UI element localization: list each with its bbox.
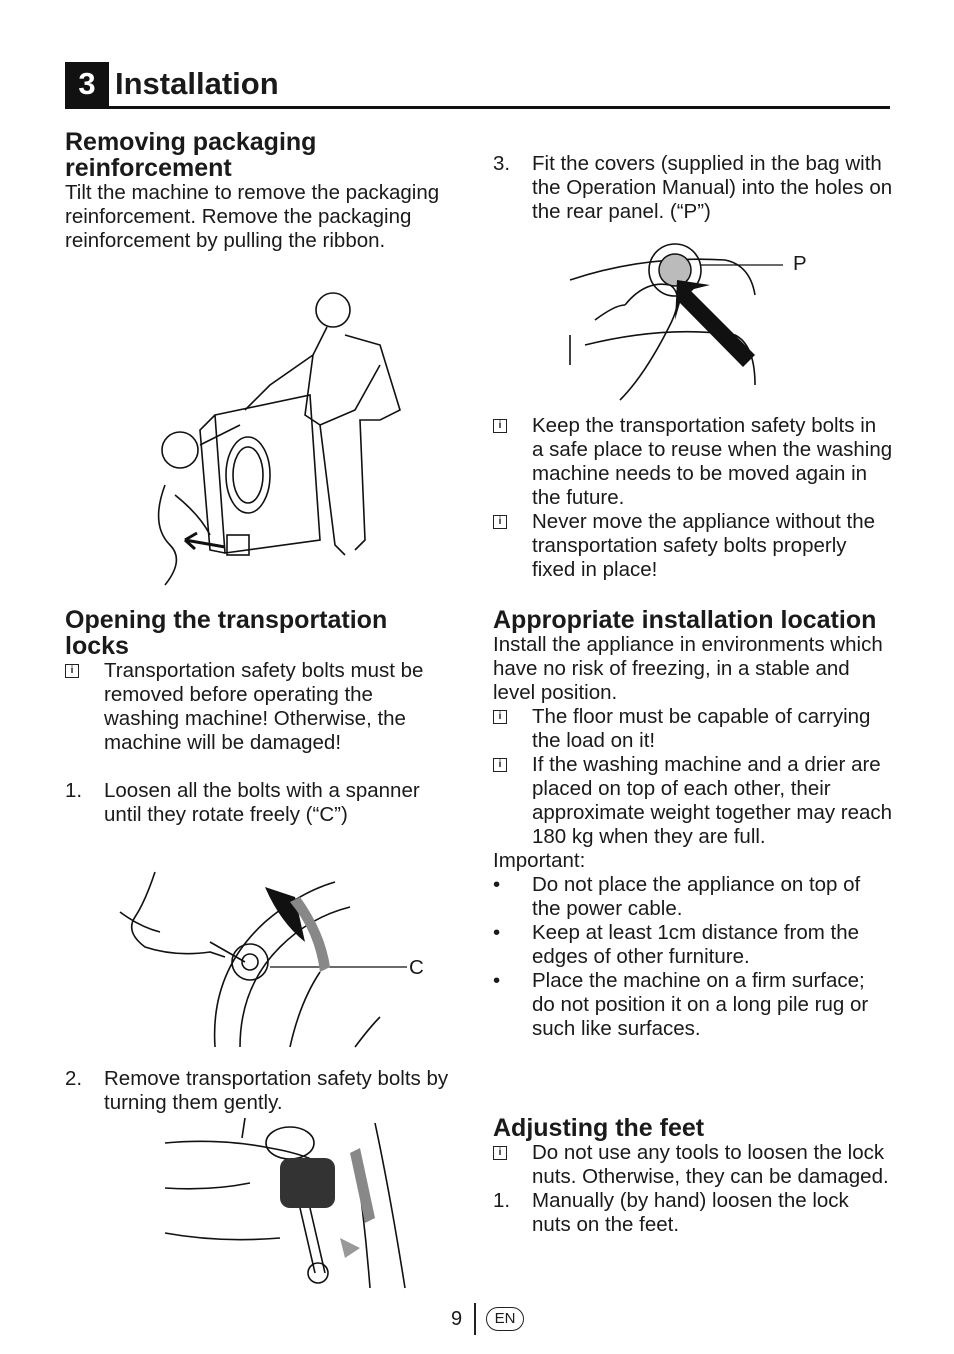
- figure-label-c: C: [409, 956, 424, 979]
- bolt-notes: [493, 414, 893, 582]
- section-body: Install the appliance in environments which have no risk of freezing, in a stable and level position.: [493, 633, 883, 704]
- section-title: Removing packaging reinforcement: [65, 128, 317, 182]
- bullet-marker: •: [493, 921, 501, 944]
- section-title: Appropriate installation location: [493, 606, 877, 634]
- header-rule: [65, 106, 890, 109]
- note-item: i Never move the appliance without the transportation safety bolts properly fixed in place!: [493, 510, 893, 582]
- info-icon: i: [65, 664, 79, 678]
- bullet-marker: •: [493, 969, 501, 992]
- page-number: 9: [451, 1308, 463, 1330]
- step-item: 3. Fit the covers (supplied in the bag with the Operation Manual) into the holes on the rear panel. (“P”): [493, 152, 893, 223]
- section-transport-locks: [65, 607, 450, 827]
- note-item: i Transportation safety bolts must be removed before operating the washing machine! Otherwise, the machine will be damaged!: [65, 659, 450, 755]
- info-icon: i: [493, 1146, 507, 1160]
- note-item: i If the washing machine and a drier are placed on top of each other, their approximate weight together may reach 180 kg when they are full.: [493, 753, 893, 849]
- info-icon: i: [493, 515, 507, 529]
- section-installation-location: [493, 607, 893, 1041]
- step-number: 3.: [493, 152, 511, 175]
- step-item: 1. Manually (by hand) loosen the lock nuts on the feet.: [493, 1189, 849, 1236]
- info-icon: i: [493, 758, 507, 772]
- step2-block: [65, 1067, 450, 1115]
- bullet-item: • Place the machine on a firm surface; do not position it on a long pile rug or such like surfaces.: [493, 969, 869, 1040]
- note-item: i Do not use any tools to loosen the lock nuts. Otherwise, they can be damaged.: [493, 1141, 893, 1189]
- section-title: Adjusting the feet: [493, 1114, 705, 1142]
- footer-divider: [474, 1303, 476, 1335]
- step-item: 1. Loosen all the bolts with a spanner until they rotate freely (“C”): [65, 779, 420, 826]
- info-icon: i: [493, 710, 507, 724]
- step-number: 1.: [493, 1189, 511, 1212]
- step3-block: [493, 152, 893, 224]
- step-item: 2. Remove transportation safety bolts by turning them gently.: [65, 1067, 449, 1114]
- bullet-item: • Do not place the appliance on top of the power cable.: [493, 873, 861, 920]
- section-title: Opening the transportation locks: [65, 606, 388, 660]
- tilt-machine-illustration: [145, 285, 410, 590]
- step-number: 2.: [65, 1067, 83, 1090]
- chapter-number: 3: [65, 62, 109, 106]
- bolt-removal-illustration: [160, 1113, 415, 1293]
- spanner-illustration: [115, 862, 435, 1052]
- important-label: Important:: [493, 849, 586, 872]
- step-number: 1.: [65, 779, 83, 802]
- section-removing-packaging: [65, 129, 450, 253]
- note-item: i Keep the transportation safety bolts in a safe place to reuse when the washing machine needs to be moved again in the future.: [493, 414, 893, 510]
- info-icon: i: [493, 419, 507, 433]
- section-body: Tilt the machine to remove the packaging reinforcement. Remove the packaging reinforcement by pulling the ribbon.: [65, 181, 440, 252]
- note-item: i The floor must be capable of carrying the load on it!: [493, 705, 893, 753]
- bullet-marker: •: [493, 873, 501, 896]
- cover-fitting-illustration: [565, 235, 790, 405]
- section-adjusting-feet: [493, 1115, 893, 1237]
- bullet-item: • Keep at least 1cm distance from the edges of other furniture.: [493, 921, 860, 968]
- language-badge: EN: [486, 1307, 524, 1331]
- figure-label-p: P: [793, 252, 807, 275]
- chapter-title: Installation: [115, 66, 279, 101]
